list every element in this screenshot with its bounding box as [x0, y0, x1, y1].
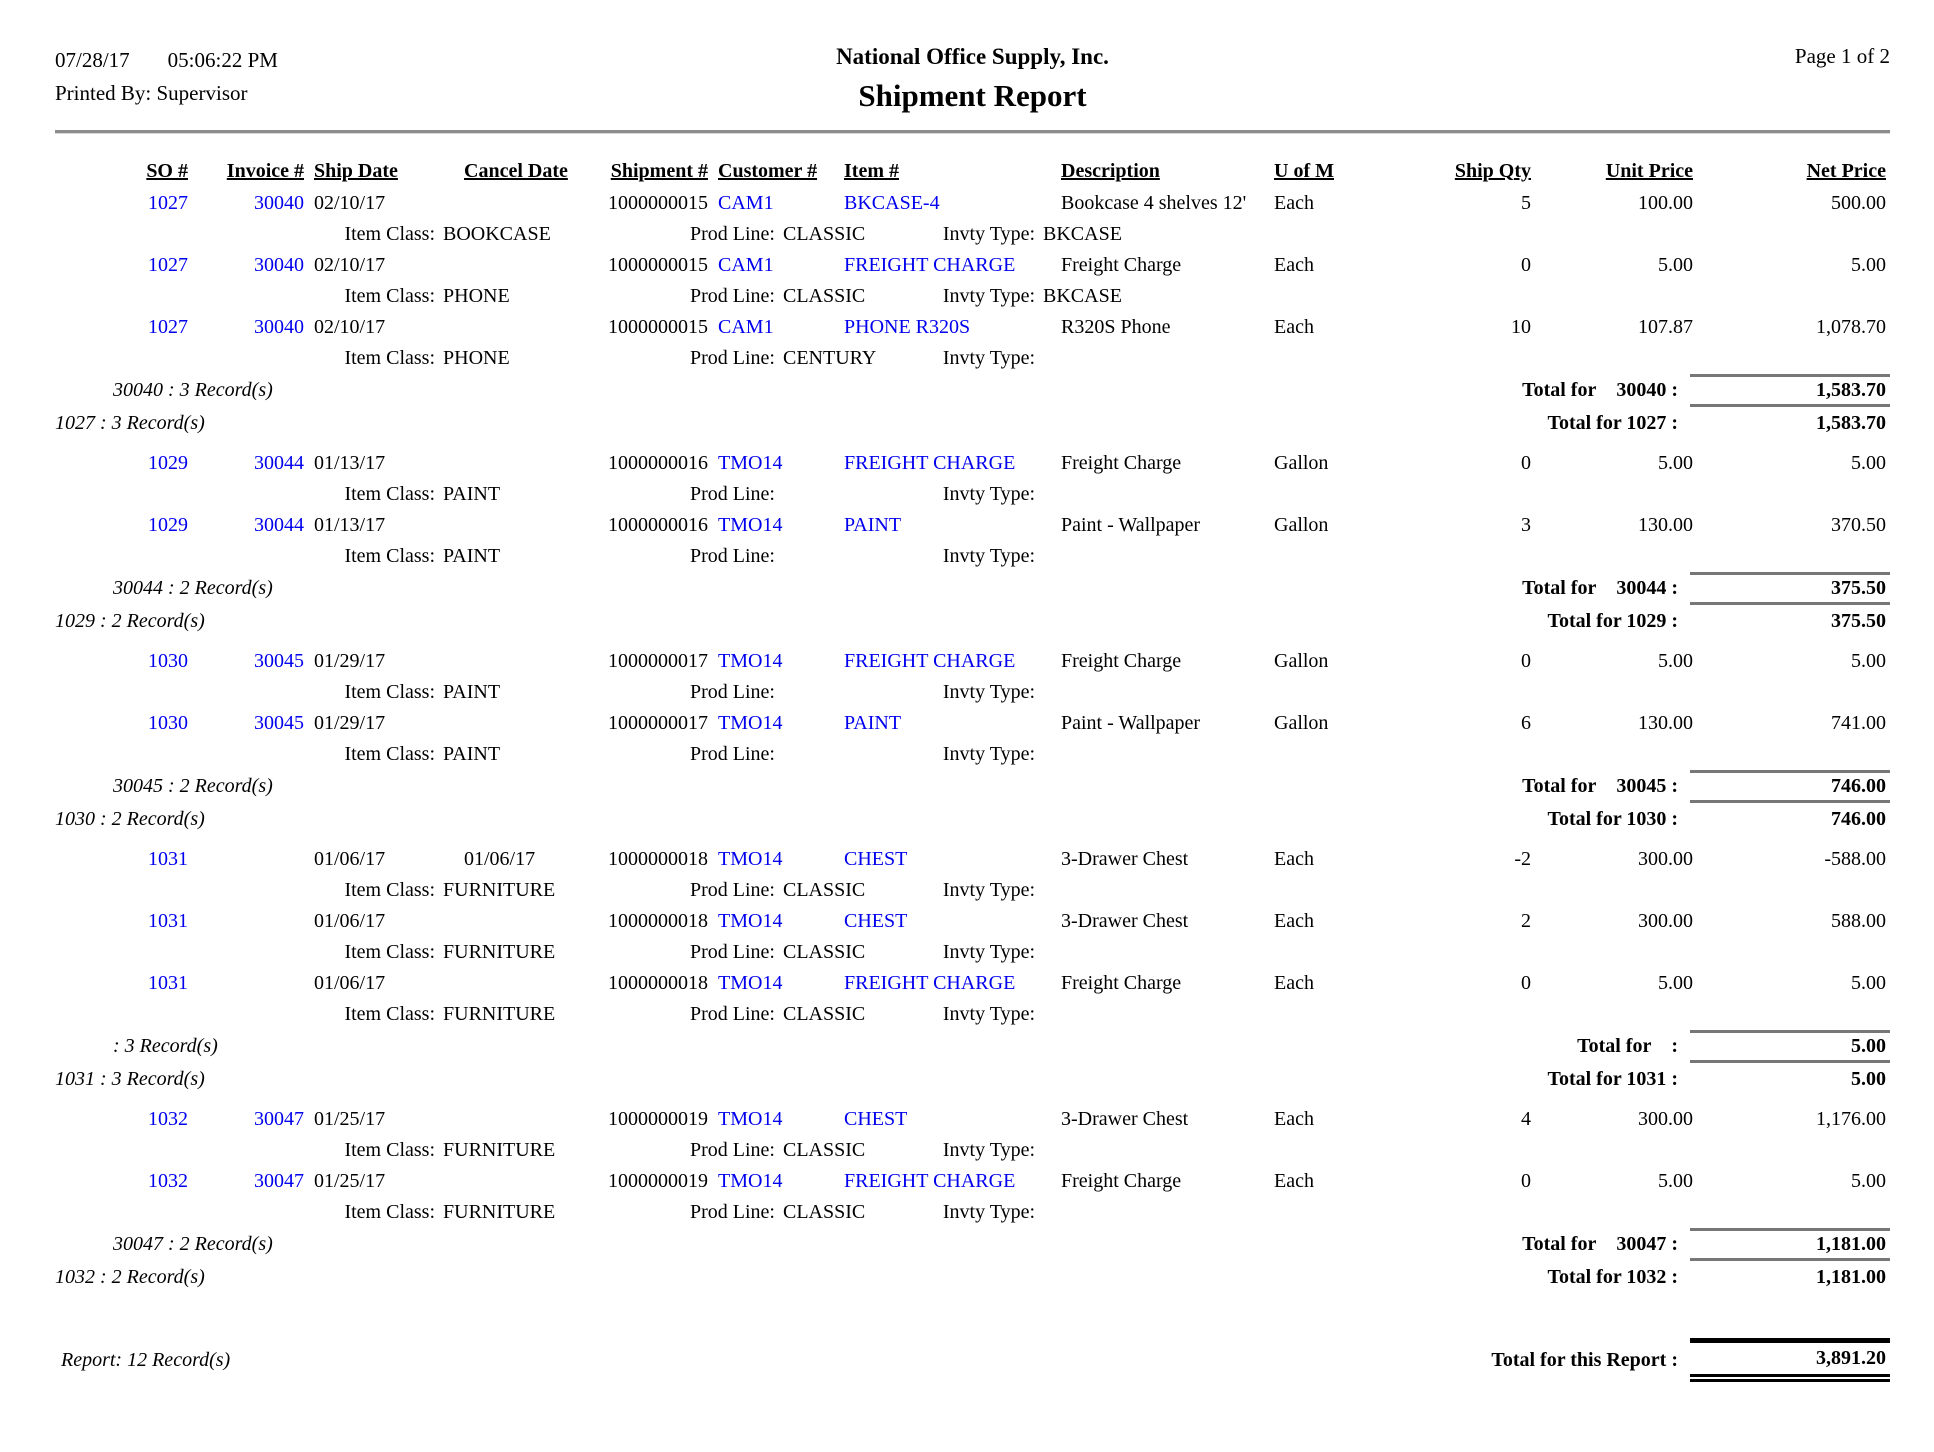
invoice-total-row [55, 572, 1890, 605]
unit-price: 300.00 [1638, 848, 1693, 870]
item-number-link[interactable]: PAINT [844, 712, 902, 734]
header-rule [55, 130, 1890, 134]
col-header-so: SO # [146, 159, 188, 182]
net-price: 370.50 [1831, 514, 1886, 536]
item-class-label: Item Class: [344, 941, 435, 963]
unit-of-measure: Each [1274, 910, 1314, 932]
unit-of-measure: Each [1274, 192, 1314, 214]
item-description: Freight Charge [1061, 254, 1182, 276]
invoice-group-rows [55, 1104, 1890, 1228]
invoice-number-link[interactable]: 30040 [254, 316, 304, 338]
item-description: 3-Drawer Chest [1061, 848, 1189, 870]
invoice-group [55, 448, 1890, 638]
customer-number-link[interactable]: TMO14 [718, 452, 783, 474]
so-total-label: Total for 1032 : [1547, 1266, 1678, 1288]
customer-number-link[interactable]: TMO14 [718, 650, 783, 672]
invoice-group-rows [55, 844, 1890, 1030]
item-description: Freight Charge [1061, 452, 1182, 474]
prod-line-label: Prod Line: [690, 681, 775, 703]
unit-of-measure: Gallon [1274, 514, 1329, 536]
ship-date: 02/10/17 [314, 316, 386, 338]
prod-line-value: CLASSIC [783, 879, 866, 901]
col-header-shipment: Shipment # [610, 159, 708, 182]
report-total-label: Total for this Report : [1491, 1348, 1678, 1371]
col-header-customer: Customer # [718, 159, 818, 182]
so-record-count: 1029 : 2 Record(s) [55, 610, 205, 632]
invoice-record-count: 30047 : 2 Record(s) [113, 1233, 273, 1255]
so-total-amount: 1,583.70 [1816, 412, 1886, 434]
page-number: Page 1 of 2 [1794, 44, 1890, 68]
unit-of-measure: Gallon [1274, 452, 1329, 474]
so-number-link[interactable]: 1029 [148, 452, 188, 474]
prod-line-label: Prod Line: [690, 223, 775, 245]
item-class-label: Item Class: [344, 545, 435, 567]
net-price: 741.00 [1831, 712, 1886, 734]
shipment-line-subrow [55, 1135, 1890, 1166]
shipment-number: 1000000018 [608, 972, 708, 994]
invoice-total-label: Total for [1522, 577, 1597, 599]
net-price: 5.00 [1851, 1170, 1886, 1192]
so-number-link[interactable]: 1032 [148, 1108, 188, 1130]
net-price: 5.00 [1851, 254, 1886, 276]
ship-date: 02/10/17 [314, 254, 386, 276]
invoice-number-link[interactable]: 30044 [254, 452, 304, 474]
ship-date: 01/13/17 [314, 452, 386, 474]
col-header-uom: U of M [1274, 159, 1334, 182]
item-class-value: PAINT [443, 483, 501, 505]
so-number-link[interactable]: 1032 [148, 1170, 188, 1192]
prod-line-label: Prod Line: [690, 743, 775, 765]
invoice-total-label: Total for [1522, 379, 1597, 401]
unit-price: 130.00 [1638, 514, 1693, 536]
table-header-row [55, 154, 1890, 188]
item-description: Freight Charge [1061, 650, 1182, 672]
shipment-line-row [55, 646, 1890, 677]
prod-line-label: Prod Line: [690, 285, 775, 307]
col-header-description: Description [1061, 159, 1160, 182]
report-title: Shipment Report [858, 78, 1087, 113]
cancel-date: 01/06/17 [464, 848, 536, 870]
ship-qty: 0 [1521, 1170, 1531, 1192]
customer-number-link[interactable]: CAM1 [718, 316, 774, 338]
shipment-number: 1000000015 [608, 316, 708, 338]
ship-qty: 5 [1521, 192, 1531, 214]
item-class-value: FURNITURE [443, 941, 556, 963]
unit-price: 5.00 [1658, 650, 1693, 672]
report-footer-row [55, 1338, 1890, 1382]
customer-number-link[interactable]: TMO14 [718, 1108, 783, 1130]
item-class-label: Item Class: [344, 347, 435, 369]
item-number-link[interactable]: CHEST [844, 848, 908, 870]
item-description: Bookcase 4 shelves 12' [1061, 192, 1247, 214]
item-class-value: PAINT [443, 545, 501, 567]
shipment-line-row [55, 448, 1890, 479]
shipment-line-row [55, 906, 1890, 937]
invoice-record-count: 30045 : 2 Record(s) [113, 775, 273, 797]
prod-line-label: Prod Line: [690, 545, 775, 567]
shipment-line-subrow [55, 739, 1890, 770]
ship-date: 01/25/17 [314, 1170, 386, 1192]
ship-qty: 0 [1521, 254, 1531, 276]
item-class-value: PHONE [443, 285, 510, 307]
table-body [55, 188, 1890, 1294]
unit-of-measure: Each [1274, 316, 1314, 338]
invoice-total-amount: 5.00 [1690, 1030, 1890, 1063]
invoice-total-key: : [1671, 1035, 1678, 1057]
so-record-count: 1027 : 3 Record(s) [55, 412, 205, 434]
so-total-label: Total for 1031 : [1547, 1068, 1678, 1090]
prod-line-value: CENTURY [783, 347, 877, 369]
shipment-line-subrow [55, 999, 1890, 1030]
invoice-total-key: 30045 : [1616, 775, 1678, 797]
shipment-line-subrow [55, 875, 1890, 906]
invoice-record-count: 30044 : 2 Record(s) [113, 577, 273, 599]
item-description: Paint - Wallpaper [1061, 712, 1201, 734]
invty-type-label: Invty Type: [942, 223, 1035, 245]
item-number-link[interactable]: CHEST [844, 910, 908, 932]
unit-price: 100.00 [1638, 192, 1693, 214]
invoice-total-label: Total for [1577, 1035, 1652, 1057]
unit-price: 5.00 [1658, 452, 1693, 474]
so-total-label: Total for 1027 : [1547, 412, 1678, 434]
invoice-total-key: 30044 : [1616, 577, 1678, 599]
invoice-number-link[interactable]: 30047 [254, 1170, 304, 1192]
invoice-total-key: 30040 : [1616, 379, 1678, 401]
invoice-number-link[interactable]: 30040 [254, 192, 304, 214]
ship-qty: 0 [1521, 650, 1531, 672]
report-header [55, 44, 1890, 114]
unit-price: 300.00 [1638, 910, 1693, 932]
item-description: R320S Phone [1061, 316, 1171, 338]
unit-of-measure: Each [1274, 254, 1314, 276]
ship-date: 01/29/17 [314, 712, 386, 734]
unit-price: 130.00 [1638, 712, 1693, 734]
invoice-group-rows [55, 188, 1890, 374]
invoice-group [55, 188, 1890, 440]
col-header-unit-price: Unit Price [1605, 159, 1693, 182]
unit-of-measure: Gallon [1274, 650, 1329, 672]
net-price: -588.00 [1824, 848, 1886, 870]
item-class-value: FURNITURE [443, 1003, 556, 1025]
prod-line-label: Prod Line: [690, 1139, 775, 1161]
invoice-group-rows [55, 448, 1890, 572]
so-number-link[interactable]: 1029 [148, 514, 188, 536]
net-price: 1,176.00 [1816, 1108, 1886, 1130]
unit-price: 107.87 [1638, 316, 1693, 338]
unit-price: 300.00 [1638, 1108, 1693, 1130]
so-total-row [55, 803, 1890, 836]
invty-type-label: Invty Type: [942, 1139, 1035, 1161]
print-date: 07/28/17 [55, 48, 130, 72]
item-class-label: Item Class: [344, 1003, 435, 1025]
item-class-label: Item Class: [344, 285, 435, 307]
item-class-label: Item Class: [344, 743, 435, 765]
shipment-line-subrow [55, 343, 1890, 374]
so-number-link[interactable]: 1031 [148, 910, 188, 932]
prod-line-value: CLASSIC [783, 1003, 866, 1025]
ship-qty: 6 [1521, 712, 1531, 734]
prod-line-value: CLASSIC [783, 1139, 866, 1161]
item-number-link[interactable]: FREIGHT CHARGE [844, 254, 1016, 276]
item-class-value: FURNITURE [443, 1139, 556, 1161]
invty-type-value: BKCASE [1043, 285, 1122, 307]
print-time: 05:06:22 PM [167, 48, 278, 72]
item-number-link[interactable]: CHEST [844, 1108, 908, 1130]
customer-number-link[interactable]: CAM1 [718, 192, 774, 214]
shipment-number: 1000000019 [608, 1108, 708, 1130]
prod-line-label: Prod Line: [690, 879, 775, 901]
invty-type-value: BKCASE [1043, 223, 1122, 245]
item-class-value: BOOKCASE [443, 223, 551, 245]
so-total-row [55, 1261, 1890, 1294]
invoice-group-rows [55, 646, 1890, 770]
ship-date: 01/25/17 [314, 1108, 386, 1130]
customer-number-link[interactable]: CAM1 [718, 254, 774, 276]
ship-qty: -2 [1514, 848, 1531, 870]
shipment-line-subrow [55, 219, 1890, 250]
invoice-total-amount: 1,583.70 [1690, 374, 1890, 407]
unit-of-measure: Each [1274, 848, 1314, 870]
invoice-number-link[interactable]: 30045 [254, 650, 304, 672]
shipment-line-subrow [55, 937, 1890, 968]
unit-price: 5.00 [1658, 1170, 1693, 1192]
item-description: Freight Charge [1061, 972, 1182, 994]
prod-line-label: Prod Line: [690, 347, 775, 369]
so-record-count: 1032 : 2 Record(s) [55, 1266, 205, 1288]
shipment-line-subrow [55, 479, 1890, 510]
ship-qty: 0 [1521, 972, 1531, 994]
unit-of-measure: Each [1274, 1108, 1314, 1130]
so-number-link[interactable]: 1030 [148, 650, 188, 672]
item-description: 3-Drawer Chest [1061, 910, 1189, 932]
invoice-group [55, 1104, 1890, 1294]
shipment-number: 1000000015 [608, 254, 708, 276]
invoice-total-label: Total for [1522, 775, 1597, 797]
ship-qty: 10 [1511, 316, 1531, 338]
item-class-label: Item Class: [344, 1201, 435, 1223]
company-name: National Office Supply, Inc. [836, 44, 1109, 69]
ship-date: 01/06/17 [314, 848, 386, 870]
shipment-line-row [55, 1104, 1890, 1135]
invty-type-label: Invty Type: [942, 1201, 1035, 1223]
invoice-total-key: 30047 : [1616, 1233, 1678, 1255]
invoice-record-count: : 3 Record(s) [113, 1035, 218, 1057]
invoice-number-link[interactable]: 30040 [254, 254, 304, 276]
shipment-line-row [55, 312, 1890, 343]
shipment-number: 1000000016 [608, 514, 708, 536]
item-class-label: Item Class: [344, 1139, 435, 1161]
col-header-item: Item # [844, 159, 899, 182]
prod-line-label: Prod Line: [690, 483, 775, 505]
item-description: 3-Drawer Chest [1061, 1108, 1189, 1130]
prod-line-label: Prod Line: [690, 1003, 775, 1025]
invoice-total-amount: 1,181.00 [1690, 1228, 1890, 1261]
so-total-amount: 5.00 [1851, 1068, 1886, 1090]
ship-date: 01/06/17 [314, 910, 386, 932]
invoice-total-row [55, 1228, 1890, 1261]
so-number-link[interactable]: 1027 [148, 192, 188, 214]
net-price: 588.00 [1831, 910, 1886, 932]
net-price: 5.00 [1851, 972, 1886, 994]
net-price: 1,078.70 [1816, 316, 1886, 338]
report-total-amount: 3,891.20 [1690, 1338, 1890, 1382]
unit-of-measure: Gallon [1274, 712, 1329, 734]
item-class-value: PHONE [443, 347, 510, 369]
item-description: Freight Charge [1061, 1170, 1182, 1192]
shipment-line-row [55, 844, 1890, 875]
ship-date: 02/10/17 [314, 192, 386, 214]
shipment-line-row [55, 968, 1890, 999]
shipment-number: 1000000018 [608, 848, 708, 870]
shipment-number: 1000000015 [608, 192, 708, 214]
ship-date: 01/06/17 [314, 972, 386, 994]
so-total-row [55, 407, 1890, 440]
invoice-total-row [55, 374, 1890, 407]
invoice-record-count: 30040 : 3 Record(s) [113, 379, 273, 401]
invoice-number-link[interactable]: 30045 [254, 712, 304, 734]
invoice-total-row [55, 1030, 1890, 1063]
invoice-total-row [55, 770, 1890, 803]
customer-number-link[interactable]: TMO14 [718, 514, 783, 536]
customer-number-link[interactable]: TMO14 [718, 972, 783, 994]
invty-type-label: Invty Type: [942, 681, 1035, 703]
shipment-number: 1000000017 [608, 712, 708, 734]
item-number-link[interactable]: BKCASE-4 [844, 192, 940, 214]
col-header-net-price: Net Price [1806, 159, 1886, 182]
unit-of-measure: Each [1274, 1170, 1314, 1192]
ship-date: 01/13/17 [314, 514, 386, 536]
so-number-link[interactable]: 1030 [148, 712, 188, 734]
ship-qty: 4 [1521, 1108, 1531, 1130]
invoice-total-label: Total for [1522, 1233, 1597, 1255]
so-total-label: Total for 1029 : [1547, 610, 1678, 632]
invty-type-label: Invty Type: [942, 743, 1035, 765]
shipment-line-subrow [55, 281, 1890, 312]
prod-line-value: CLASSIC [783, 285, 866, 307]
net-price: 500.00 [1831, 192, 1886, 214]
item-class-value: FURNITURE [443, 879, 556, 901]
prod-line-value: CLASSIC [783, 1201, 866, 1223]
invty-type-label: Invty Type: [942, 1003, 1035, 1025]
shipment-line-row [55, 250, 1890, 281]
invoice-number-link[interactable]: 30044 [254, 514, 304, 536]
item-description: Paint - Wallpaper [1061, 514, 1201, 536]
ship-qty: 3 [1521, 514, 1531, 536]
print-datetime [55, 44, 836, 77]
shipment-line-row [55, 510, 1890, 541]
item-class-value: PAINT [443, 681, 501, 703]
net-price: 5.00 [1851, 650, 1886, 672]
so-total-label: Total for 1030 : [1547, 808, 1678, 830]
so-number-link[interactable]: 1031 [148, 848, 188, 870]
so-number-link[interactable]: 1027 [148, 316, 188, 338]
print-info [55, 44, 836, 110]
shipment-number: 1000000019 [608, 1170, 708, 1192]
shipment-number: 1000000018 [608, 910, 708, 932]
item-number-link[interactable]: FREIGHT CHARGE [844, 972, 1016, 994]
item-class-value: PAINT [443, 743, 501, 765]
invoice-group [55, 844, 1890, 1096]
invty-type-label: Invty Type: [942, 347, 1035, 369]
so-record-count: 1031 : 3 Record(s) [55, 1068, 205, 1090]
item-class-value: FURNITURE [443, 1201, 556, 1223]
so-record-count: 1030 : 2 Record(s) [55, 808, 205, 830]
printed-by: Printed By: Supervisor [55, 81, 248, 105]
ship-date: 01/29/17 [314, 650, 386, 672]
customer-number-link[interactable]: TMO14 [718, 712, 783, 734]
unit-price: 5.00 [1658, 254, 1693, 276]
item-class-label: Item Class: [344, 879, 435, 901]
so-total-amount: 746.00 [1831, 808, 1886, 830]
so-total-amount: 375.50 [1831, 610, 1886, 632]
prod-line-label: Prod Line: [690, 941, 775, 963]
invoice-total-amount: 746.00 [1690, 770, 1890, 803]
col-header-invoice: Invoice # [226, 159, 304, 182]
customer-number-link[interactable]: TMO14 [718, 1170, 783, 1192]
invoice-number-link[interactable]: 30047 [254, 1108, 304, 1130]
item-number-link[interactable]: PAINT [844, 514, 902, 536]
invty-type-label: Invty Type: [942, 879, 1035, 901]
so-total-amount: 1,181.00 [1816, 1266, 1886, 1288]
customer-number-link[interactable]: TMO14 [718, 848, 783, 870]
invty-type-label: Invty Type: [942, 285, 1035, 307]
col-header-ship-qty: Ship Qty [1454, 159, 1531, 182]
shipment-line-subrow [55, 1197, 1890, 1228]
item-number-link[interactable]: PHONE R320S [844, 316, 971, 338]
item-number-link[interactable]: FREIGHT CHARGE [844, 452, 1016, 474]
invty-type-label: Invty Type: [942, 545, 1035, 567]
invoice-group [55, 646, 1890, 836]
ship-qty: 0 [1521, 452, 1531, 474]
shipment-line-row [55, 188, 1890, 219]
prod-line-value: CLASSIC [783, 941, 866, 963]
net-price: 5.00 [1851, 452, 1886, 474]
item-class-label: Item Class: [344, 223, 435, 245]
so-number-link[interactable]: 1031 [148, 972, 188, 994]
report-titles [836, 44, 1109, 114]
unit-of-measure: Each [1274, 972, 1314, 994]
shipment-line-row [55, 1166, 1890, 1197]
shipment-line-subrow [55, 677, 1890, 708]
so-number-link[interactable]: 1027 [148, 254, 188, 276]
invty-type-label: Invty Type: [942, 483, 1035, 505]
shipment-number: 1000000016 [608, 452, 708, 474]
shipment-line-subrow [55, 541, 1890, 572]
ship-qty: 2 [1521, 910, 1531, 932]
invty-type-label: Invty Type: [942, 941, 1035, 963]
item-number-link[interactable]: FREIGHT CHARGE [844, 650, 1016, 672]
shipment-number: 1000000017 [608, 650, 708, 672]
prod-line-value: CLASSIC [783, 223, 866, 245]
so-total-row [55, 605, 1890, 638]
so-total-row [55, 1063, 1890, 1096]
shipment-line-row [55, 708, 1890, 739]
item-class-label: Item Class: [344, 681, 435, 703]
col-header-ship-date: Ship Date [314, 159, 398, 182]
prod-line-label: Prod Line: [690, 1201, 775, 1223]
item-class-label: Item Class: [344, 483, 435, 505]
col-header-cancel-date: Cancel Date [464, 159, 568, 182]
customer-number-link[interactable]: TMO14 [718, 910, 783, 932]
report-record-count: Report: 12 Record(s) [61, 1348, 231, 1371]
item-number-link[interactable]: FREIGHT CHARGE [844, 1170, 1016, 1192]
invoice-total-amount: 375.50 [1690, 572, 1890, 605]
unit-price: 5.00 [1658, 972, 1693, 994]
